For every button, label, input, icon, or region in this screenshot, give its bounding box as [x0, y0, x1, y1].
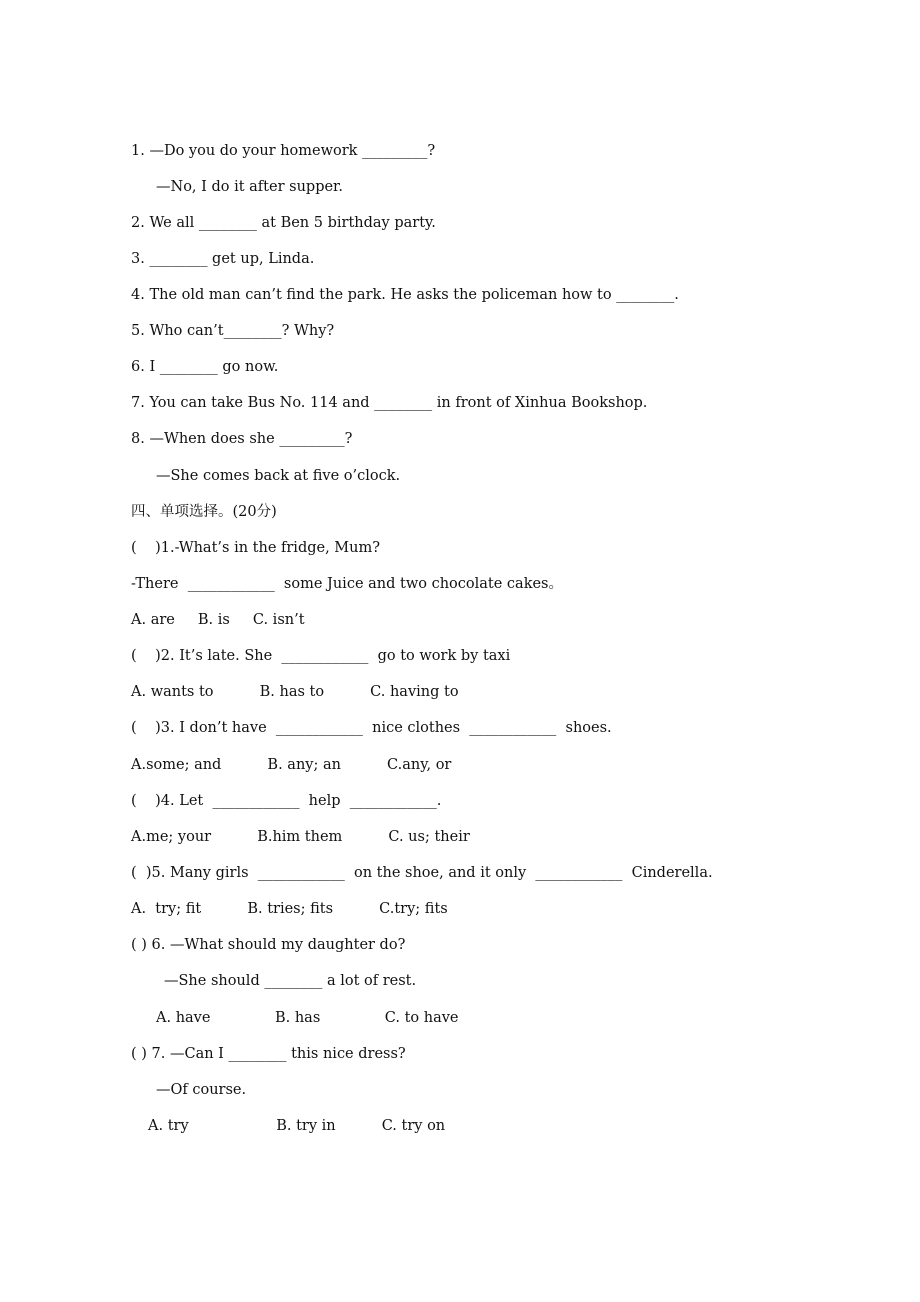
- choice-question-7: ( ) 7. —Can I ________ this nice dress?: [131, 1046, 406, 1062]
- choice-question-1: ( )1.-What’s in the fridge, Mum?: [131, 540, 381, 556]
- choice-question-7-line-2: —Of course.: [156, 1082, 247, 1098]
- choice-options-2: A. wants to B. has to C. having to: [131, 684, 459, 700]
- section-title: 四、单项选择。(20分): [131, 504, 277, 520]
- choice-options-1: A. are B. is C. isn’t: [131, 612, 305, 628]
- choice-question-3: ( )3. I don’t have ____________ nice clothes ____________ shoes.: [131, 720, 612, 736]
- answer-1: —No, I do it after supper.: [156, 179, 343, 195]
- question-1: 1. —Do you do your homework _________?: [131, 143, 436, 159]
- question-7: 7. You can take Bus No. 114 and ________ in front of Xinhua Bookshop.: [131, 395, 648, 411]
- question-4: 4. The old man can’t find the park. He asks the policeman how to ________.: [131, 287, 679, 303]
- choice-options-3: A.some; and B. any; an C.any, or: [131, 757, 452, 773]
- choice-question-2: ( )2. It’s late. She ____________ go to work by taxi: [131, 648, 511, 664]
- question-6: 6. I ________ go now.: [131, 359, 279, 375]
- choice-question-4: ( )4. Let ____________ help ____________.: [131, 793, 442, 809]
- question-8: 8. —When does she _________?: [131, 431, 353, 447]
- choice-options-7: A. try B. try in C. try on: [148, 1118, 446, 1134]
- question-5: 5. Who can’t________? Why?: [131, 323, 335, 339]
- answer-8: —She comes back at five o’clock.: [156, 468, 401, 484]
- choice-question-5: ( )5. Many girls ____________ on the shoe, and it only ____________ Cinderella.: [131, 865, 713, 881]
- choice-options-5: A. try; fit B. tries; fits C.try; fits: [131, 901, 448, 917]
- choice-question-1-line-2: -There ____________ some Juice and two chocolate cakes。: [131, 576, 563, 592]
- choice-question-6-line-2: —She should ________ a lot of rest.: [164, 973, 417, 989]
- choice-options-6: A. have B. has C. to have: [156, 1010, 459, 1026]
- question-3: 3. ________ get up, Linda.: [131, 251, 315, 267]
- choice-question-6: ( ) 6. —What should my daughter do?: [131, 937, 406, 953]
- choice-options-4: A.me; your B.him them C. us; their: [131, 829, 470, 845]
- question-2: 2. We all ________ at Ben 5 birthday party.: [131, 215, 436, 231]
